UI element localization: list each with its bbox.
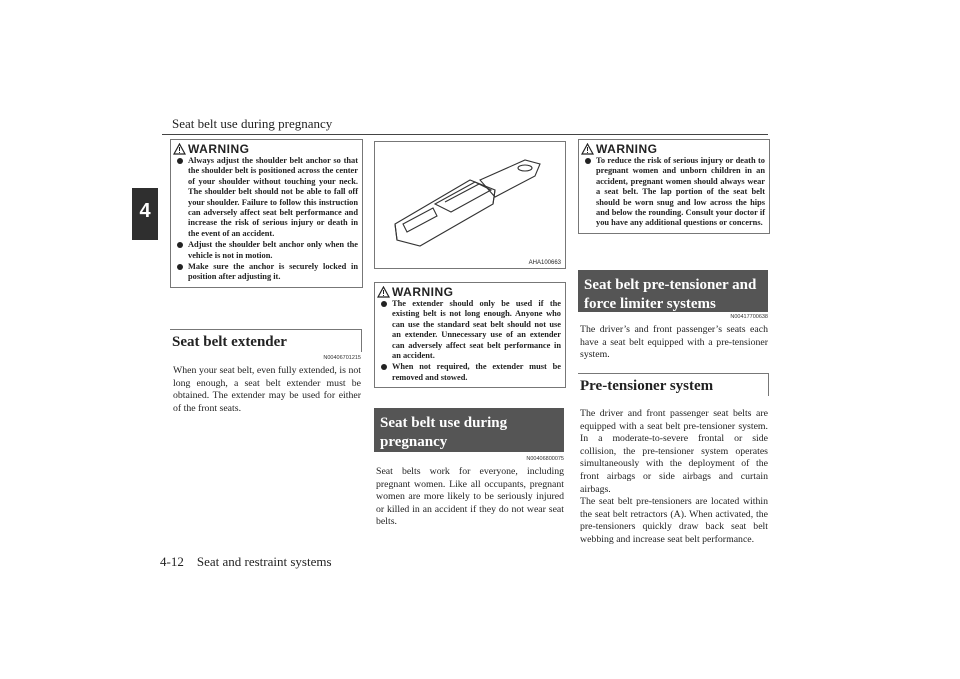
warning-item [175, 156, 358, 239]
extender-paragraph: When your seat belt, even fully extended, is not long enough, a seat belt extender must be obtained. The extender may be used for either of the front seats. [173, 365, 361, 414]
warning-list [171, 156, 362, 287]
warning-item [175, 240, 358, 261]
seat-belt-extender-illustration [375, 142, 565, 268]
section-heading-pregnancy [374, 408, 564, 452]
section-heading-extender [170, 329, 362, 352]
page-header-title: Seat belt use during pregnancy [172, 116, 333, 131]
bullet-icon [177, 264, 183, 270]
warning-item [379, 362, 561, 383]
section-heading-text: Seat belt pre-tensioner and force limiter systems [584, 277, 757, 312]
warning-item [175, 262, 358, 283]
section-code: N00417700638 [730, 314, 768, 320]
warning-label: WARNING [392, 285, 454, 299]
warning-box-pregnancy [578, 139, 770, 234]
section-heading-text: Pre-tensioner system [580, 378, 714, 394]
warning-box-shoulder-anchor [170, 139, 363, 288]
warning-label: WARNING [188, 142, 250, 156]
warning-header [375, 283, 565, 299]
warning-triangle-icon [581, 143, 594, 155]
section-heading-pretensioner [578, 373, 769, 396]
figure-code: AHA100663 [528, 260, 561, 266]
bullet-icon [381, 301, 387, 307]
warning-item-text: The extender should only be used if the existing belt is not long enough. Anyone who can use the standard seat belt should not use an extender. Unnecessary use of an extender can adversely affect seat belt performance in an accident. [392, 299, 561, 361]
bullet-icon [381, 364, 387, 370]
warning-item-text: Make sure the anchor is securely locked in position after adjusting it. [188, 262, 358, 282]
warning-header [171, 140, 362, 156]
pretensioner-paragraph-2: The seat belt pre-tensioners are located within the seat belt retractors (A). When activated, the pre-tensioners quickly draw back seat belt webbing and increase seat belt performance. [580, 496, 768, 545]
section-code: N00406701215 [323, 355, 361, 361]
warning-box-extender [374, 282, 566, 388]
section-heading-pretensioner-systems [578, 270, 768, 312]
warning-item-text: Always adjust the shoulder belt anchor so that the shoulder belt is positioned across the center of your shoulder without touching your neck. The shoulder belt should not be able to fall off your shoulder. Failure to follow this instruction can adversely affect seat belt performance and increase the risk of serious injury or death in the event of an accident. [188, 156, 358, 238]
warning-triangle-icon [173, 143, 186, 155]
header-rule [162, 134, 768, 135]
section-heading-text: Seat belt extender [172, 334, 287, 350]
warning-item [583, 156, 765, 229]
page-footer [160, 554, 332, 570]
seat-belt-extender-figure [374, 141, 566, 269]
section-heading-text: Seat belt use during pregnancy [380, 415, 508, 450]
warning-header [579, 140, 769, 156]
bullet-icon [177, 242, 183, 248]
chapter-tab [132, 188, 158, 240]
warning-item-text: To reduce the risk of serious injury or death to pregnant women and unborn children in an accident, pregnant women should always wear a seat belt. The lap portion of the seat belt should be worn snug and low across the hips and below the rounding. Consult your doctor if you have any additional questions or concerns. [596, 156, 765, 228]
pretensioner-systems-paragraph: The driver’s and front passenger’s seats each have a seat belt equipped with a pre-tensioner system. [580, 324, 768, 361]
pregnancy-paragraph: Seat belts work for everyone, including pregnant women. Like all occupants, pregnant women are more likely to be seriously injured or killed in an accident if they do not wear seat belts. [376, 466, 564, 528]
warning-item [379, 299, 561, 361]
warning-item-text: Adjust the shoulder belt anchor only when the vehicle is not in motion. [188, 240, 358, 260]
bullet-icon [585, 158, 591, 164]
warning-item-text: When not required, the extender must be removed and stowed. [392, 362, 561, 382]
section-code: N00406800075 [526, 456, 564, 462]
pretensioner-paragraph-1: The driver and front passenger seat belts are equipped with a seat belt pre-tensioner system. In a moderate-to-severe frontal or side collision, the pre-tensioner system operates simultaneously with the deployment of the front airbags or side airbags and curtain airbags. [580, 408, 768, 495]
warning-label: WARNING [596, 142, 658, 156]
warning-triangle-icon [377, 286, 390, 298]
footer-section: Seat and restraint systems [196, 554, 332, 569]
warning-list [375, 299, 565, 387]
warning-list [579, 156, 769, 233]
footer-page-ref: 4-12 [160, 554, 184, 569]
chapter-number: 4 [139, 200, 151, 222]
bullet-icon [177, 158, 183, 164]
